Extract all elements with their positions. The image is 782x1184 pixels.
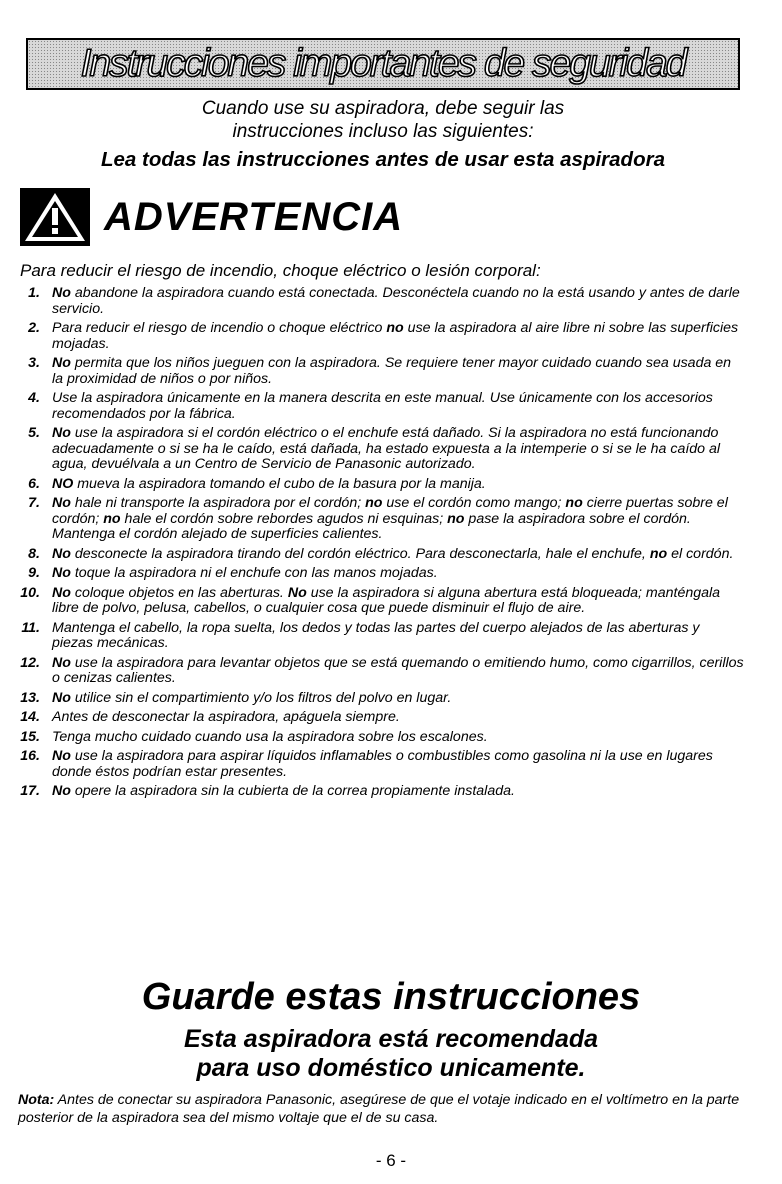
instruction-text [52,710,744,726]
instruction-emphasis: no [386,320,404,336]
instruction-item [14,710,744,726]
instruction-number: 4. [28,390,40,406]
instruction-emphasis: No [52,285,71,301]
household-use-line-1: Esta aspiradora está recomendada [183,1025,599,1053]
instruction-number: 14. [20,709,40,725]
instruction-item [14,286,744,317]
instruction-emphasis: no [565,495,583,511]
instruction-number: 17. [20,783,40,799]
intro-line-1: Cuando use su aspiradora, debe seguir las [201,98,565,119]
instruction-text [52,621,744,652]
household-use-line-2: para uso doméstico unicamente. [196,1054,586,1082]
instruction-fragment: use la aspiradora para aspirar líquidos inflamables o combustibles como gasolina ni la use en lugares donde éstos podrían estar presentes. [52,748,713,780]
instruction-emphasis: No [52,748,71,764]
instruction-text [52,784,744,800]
instruction-item [14,356,744,387]
instruction-fragment: permita que los niños jueguen con la aspiradora. Se requiere tener mayor cuidado cuando sea usada en la proximidad de niños o por niños. [52,355,732,387]
instruction-emphasis: No [52,654,71,671]
instruction-number: 9. [28,565,40,581]
instruction-fragment: Mantenga el cabello, la ropa suelta, los dedos y todas las partes del cuerpo alejados de las aberturas y piezas mecánicas. [52,619,700,651]
instruction-number: 11. [21,619,40,636]
instruction-number: 10. [20,584,40,601]
instruction-emphasis: no [649,545,668,562]
instruction-fragment: coloque objetos en las aberturas. [70,584,288,601]
instruction-fragment: el cordón. [667,545,734,562]
instruction-fragment: cierre puertas sobre el cordón; [52,495,728,527]
instruction-item [14,321,744,352]
instruction-fragment: Para reducir el riesgo de incendio o choque eléctrico [52,320,387,336]
instruction-number: 15. [20,728,40,745]
instruction-item [14,547,744,563]
instruction-fragment: mueva la aspiradora tomando el cubo de la basura por la manija. [73,475,486,492]
instruction-item [14,784,744,800]
instruction-text [52,547,744,563]
warning-title: ADVERTENCIA [104,195,404,239]
instruction-text [52,356,744,387]
title-banner [26,38,740,90]
instruction-emphasis: no [365,495,383,511]
instruction-emphasis: No [52,565,71,581]
safety-instructions-list [14,286,744,804]
instruction-text [52,286,744,317]
instruction-fragment: opere la aspiradora sin la cubierta de la correa propiamente instalada. [70,783,515,799]
instruction-text [52,496,744,543]
instruction-text [52,566,744,582]
instruction-item [14,477,744,493]
instruction-number: 12. [20,654,40,671]
instruction-item [14,496,744,543]
risk-intro: Para reducir el riesgo de incendio, choque eléctrico o lesión corporal: [20,261,541,280]
instruction-text [52,691,744,707]
instruction-fragment: utilice sin el compartimiento y/o los filtros del polvo en lugar. [70,689,452,706]
instruction-emphasis: No [52,495,71,511]
instruction-number: 1. [28,285,40,301]
instruction-fragment: use la aspiradora al aire libre ni sobre las superficies mojadas. [52,320,739,352]
instruction-fragment: Antes de desconectar la aspiradora, apáguela siempre. [52,709,400,725]
instruction-fragment: hale ni transporte la aspiradora por el cordón; [70,495,366,511]
instruction-item [14,749,744,780]
instruction-fragment: hale el cordón sobre rebordes agudos ni esquinas; [120,510,448,527]
instruction-number: 6. [28,475,40,492]
instruction-fragment: desconecte la aspiradora tirando del cordón eléctrico. Para desconectarla, hale el enchufe, [70,545,650,562]
instruction-text [52,426,744,473]
instruction-number: 5. [28,425,40,441]
instruction-emphasis: No [52,355,71,371]
instruction-item [14,566,744,582]
instruction-emphasis: no [103,510,121,527]
instruction-emphasis: No [52,425,71,441]
instruction-number: 13. [20,689,40,706]
instruction-emphasis: No [287,584,307,601]
instruction-item [14,656,744,687]
instruction-number: 2. [28,320,40,336]
note-text: Antes de conectar su aspiradora Panasonic, asegúrese de que el votaje indicado en el voltímetro en la parte posterior de la aspiradora sea del mismo voltaje que el de su casa. [18,1092,740,1126]
voltage-note [18,1092,742,1127]
instruction-fragment: Tenga mucho cuidado cuando usa la aspiradora sobre los escalones. [52,728,488,745]
instruction-text [52,586,744,617]
instruction-text [52,321,744,352]
instruction-fragment: pase la aspiradora sobre el cordón. Mantenga el cordón alejado de superficies calientes. [52,510,691,542]
instruction-item [14,426,744,473]
page-number: - 6 - [375,1151,407,1170]
instruction-emphasis: no [447,510,465,527]
instruction-fragment: use la aspiradora si alguna abertura está bloqueada; manténgala libre de polvo, pelusa, cabellos, o cualquier cosa que puede disminuir el flujo de aire. [52,584,721,616]
instruction-fragment: abandone la aspiradora cuando está conectada. Desconéctela cuando no la está usando y antes de darle servicio. [52,285,740,317]
household-use-notice [0,1025,782,1083]
instruction-text [52,391,744,422]
instruction-number: 16. [20,748,40,764]
instruction-text [52,730,744,746]
instruction-emphasis: NO [52,475,74,492]
warning-triangle-icon [20,188,90,246]
instruction-fragment: use la aspiradora para levantar objetos que se está quemando o emitiendo humo, como cigarrillos, cerillos o cenizas calientes. [52,654,744,686]
read-all-notice: Lea todas las instrucciones antes de usar esta aspiradora [101,148,665,171]
instruction-text [52,749,744,780]
instruction-text [52,477,744,493]
instruction-emphasis: No [52,545,71,562]
instruction-fragment: use la aspiradora si el cordón eléctrico o el enchufe está dañado. Si la aspiradora no está funcionando adecuadamente o si se ha le caído, está dañada, ha estado expuesta a la intemperie o si se le ha caído al agua, devuélvala a un Centro de Servicio de Panasonic autorizado. [52,425,721,472]
instruction-fragment: use el cordón como mango; [382,495,566,511]
instruction-number: 3. [28,355,40,371]
instruction-item [14,730,744,746]
instruction-fragment: toque la aspiradora ni el enchufe con las manos mojadas. [70,565,438,581]
instruction-fragment: Use la aspiradora únicamente en la manera descrita en este manual. Use únicamente con los accesorios recomendados por la fábrica. [52,390,713,422]
intro-line-2: instrucciones incluso las siguientes: [232,121,534,142]
instruction-number: 7. [28,495,40,511]
instruction-emphasis: No [52,689,71,706]
instruction-number: 8. [28,545,40,562]
instruction-item [14,391,744,422]
note-label: Nota: [18,1092,55,1108]
instruction-item [14,691,744,707]
instruction-emphasis: No [52,584,71,601]
instruction-item [14,586,744,617]
save-instructions-heading: Guarde estas instrucciones [141,976,641,1018]
instruction-text [52,656,744,687]
instruction-item [14,621,744,652]
page-title: Instrucciones importantes de seguridad [80,42,686,85]
instruction-emphasis: No [52,783,71,799]
